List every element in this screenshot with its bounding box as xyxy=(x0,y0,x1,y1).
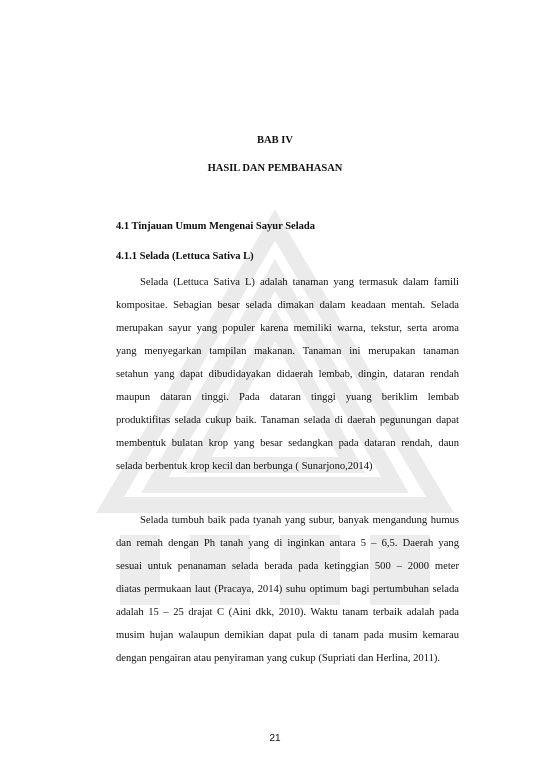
paragraph-2 xyxy=(116,509,459,670)
paragraph-line: dan remah dengan Ph tanah yang di inginkan antara 5 – 6,5. Daerah yang xyxy=(116,538,459,549)
paragraph-line: Selada (Lettuca Sativa L) adalah tanaman yang termasuk dalam famili xyxy=(140,277,459,288)
page-number: 21 xyxy=(269,733,281,744)
paragraph-line: dengan pengairan atau penyiraman yang cukup (Supriati dan Herlina, 2011). xyxy=(116,653,441,664)
chapter-title: HASIL DAN PEMBAHASAN xyxy=(207,163,343,174)
chapter-number: BAB IV xyxy=(257,135,293,146)
paragraph-line: selada berbentuk krop kecil dan berbunga ( Sunarjono,2014) xyxy=(116,461,373,472)
paragraph-line: sesuai untuk penanaman selada berada pada ketinggian 500 – 2000 meter xyxy=(116,561,459,572)
paragraph-1 xyxy=(116,271,459,478)
paragraph-line: yang menyegarkan tampilan makanan. Tanaman ini merupakan tanaman xyxy=(116,346,459,357)
paragraph-line: maupun dataran tinggi. Pada dataran tinggi yuang beriklim lembab xyxy=(116,392,459,403)
paragraph-line: membentuk bulatan krop yang besar sedangkan pada dataran rendah, daun xyxy=(116,438,459,449)
paragraph-line: merupakan sayur yang populer karena memiliki warna, tekstur, serta aroma xyxy=(116,323,459,334)
paragraph-line: produktifitas selada cukup baik. Tanaman selada di daerah pegunungan dapat xyxy=(116,415,459,426)
paragraph-line: kompositae. Sebagian besar selada dimakan dalam keadaan mentah. Selada xyxy=(116,300,459,311)
paragraph-line: diatas permukaan laut (Pracaya, 2014) suhu optimum bagi pertumbuhan selada xyxy=(116,584,459,595)
subsection-heading: 4.1.1 Selada (Lettuca Sativa L) xyxy=(116,251,254,262)
paragraph-line: Selada tumbuh baik pada tyanah yang subur, banyak mengandung humus xyxy=(140,515,459,526)
paragraph-line: adalah 15 – 25 drajat C (Aini dkk, 2010). Waktu tanam terbaik adalah pada xyxy=(116,607,459,618)
paragraph-line: setahun yang dapat dibudidayakan didaerah lembab, dingin, dataran rendah xyxy=(116,369,459,380)
paragraph-line: musim hujan walaupun demikian dapat pula di tanam pada musim kemarau xyxy=(116,630,459,641)
section-heading: 4.1 Tinjauan Umum Mengenai Sayur Selada xyxy=(116,221,315,232)
